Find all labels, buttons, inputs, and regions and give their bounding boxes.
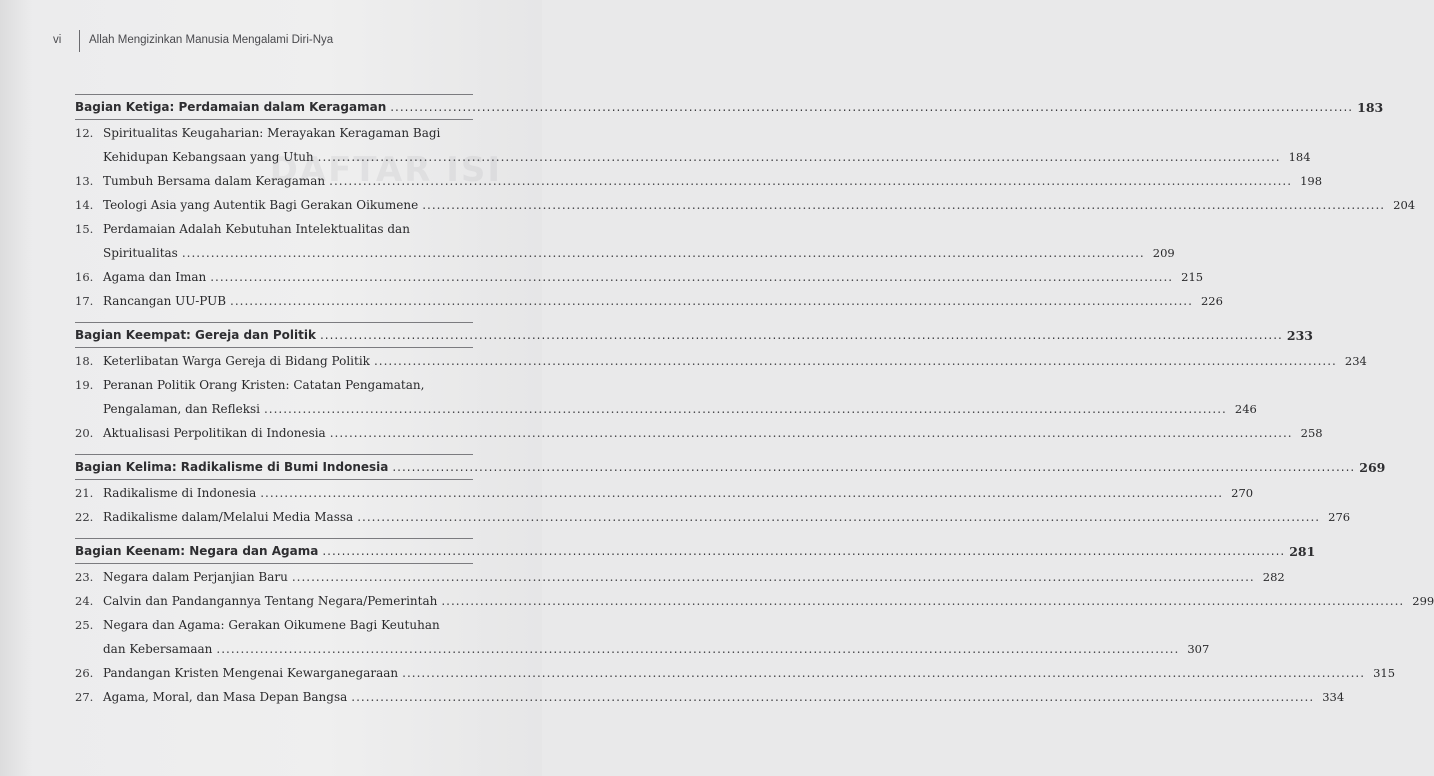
entry-line [103,350,1367,374]
entry-title: Peranan Politik Orang Kristen: Catatan Pengamatan, [103,378,425,392]
dot-leader [422,194,1385,217]
entry-title: Aktualisasi Perpolitikan di Indonesia [103,426,326,440]
entry-page: 226 [1200,294,1223,308]
toc-entry[interactable] [75,662,1396,686]
entry-body [103,170,1322,194]
section-heading[interactable] [75,94,1384,120]
entry-number: 17. [75,294,94,308]
dot-leader [351,686,1314,709]
entry-body [103,686,1344,710]
dot-leader [322,544,1285,558]
entry-page: 198 [1300,174,1323,188]
dot-leader [320,328,1283,342]
entry-title: Kehidupan Kebangsaan yang Utuh [103,150,314,164]
section-title: Bagian Kelima: Radikalisme di Bumi Indonesia [75,460,389,474]
entry-line [103,614,1209,638]
dot-leader [374,350,1337,373]
toc-entry[interactable] [75,290,1223,314]
entry-title: Agama dan Iman [103,270,207,284]
section-page: 183 [1357,99,1384,115]
entry-page: 299 [1412,594,1434,608]
page-number: vi [53,34,62,46]
entry-page: 282 [1262,570,1285,584]
dot-leader [264,398,1227,421]
header-divider [79,30,80,52]
toc-entry[interactable] [75,590,1434,614]
dot-leader [390,100,1353,114]
dot-leader [230,290,1193,313]
entry-number: 25. [75,618,94,632]
entry-line [103,590,1434,614]
dot-leader [216,638,1179,661]
entry-title: Radikalisme di Indonesia [103,486,257,500]
toc-entry[interactable] [75,194,1416,218]
entry-line [103,242,1175,266]
entry-body [103,290,1223,314]
entry-page: 209 [1152,246,1175,260]
entry-title: Tumbuh Bersama dalam Keragaman [103,174,326,188]
entry-line [103,170,1322,194]
entry-title: Keterlibatan Warga Gereja di Bidang Politik [103,354,370,368]
section-page: 233 [1286,327,1313,343]
entry-body [103,266,1203,290]
entry-title: Rancangan UU-PUB [103,294,227,308]
entry-line [103,662,1395,686]
entry-number: 14. [75,198,94,212]
dot-leader [318,146,1281,169]
dot-leader [329,170,1292,193]
entry-number: 27. [75,690,94,704]
entry-page: 334 [1322,690,1345,704]
entry-page: 270 [1231,486,1254,500]
entry-line [103,122,1311,146]
entry-body [103,122,1311,170]
toc-section [75,538,1434,710]
entry-title: Radikalisme dalam/Melalui Media Massa [103,510,354,524]
entry-body [103,506,1350,530]
entry-page: 258 [1300,426,1323,440]
entry-body [103,614,1209,662]
dot-leader [441,590,1404,613]
section-heading[interactable] [75,322,1313,348]
toc-entry[interactable] [75,686,1345,710]
entry-page: 246 [1234,402,1257,416]
entry-title: Negara dan Agama: Gerakan Oikumene Bagi Keutuhan [103,618,440,632]
entry-number: 26. [75,666,94,680]
toc-entry[interactable] [75,482,1254,506]
section-heading[interactable] [75,538,1316,564]
entry-title: Spiritualitas Keugaharian: Merayakan Keragaman Bagi [103,126,441,140]
entry-number: 15. [75,222,94,236]
entry-page: 234 [1344,354,1367,368]
toc-entry[interactable] [75,614,1210,662]
entry-title: Calvin dan Pandangannya Tentang Negara/Pemerintah [103,594,438,608]
entry-page: 276 [1328,510,1351,524]
entry-body [103,218,1175,266]
entry-title: Pandangan Kristen Mengenai Kewarganegaraan [103,666,399,680]
toc-section [75,322,1367,446]
entry-title: Teologi Asia yang Autentik Bagi Gerakan Oikumene [103,198,419,212]
entry-number: 13. [75,174,94,188]
book-title: Allah Mengizinkan Manusia Mengalami Diri-Nya [89,34,334,46]
table-of-contents [75,94,1434,718]
entry-body [103,194,1415,218]
entry-page: 315 [1373,666,1396,680]
entry-body [103,350,1367,374]
entry-line [103,266,1203,290]
toc-entry[interactable] [75,422,1323,446]
dot-leader [182,242,1145,265]
entry-line [103,686,1344,710]
entry-line [103,146,1311,170]
toc-section [75,454,1386,530]
entry-title: Agama, Moral, dan Masa Depan Bangsa [103,690,348,704]
dot-leader [330,422,1293,445]
dot-leader [357,506,1320,529]
entry-line [103,218,1175,242]
entry-body [103,374,1257,422]
toc-entry[interactable] [75,374,1257,422]
toc-entry[interactable] [75,218,1175,266]
entry-number: 24. [75,594,94,608]
section-page: 269 [1359,459,1386,475]
entry-number: 23. [75,570,94,584]
entry-line [103,566,1285,590]
toc-entry[interactable] [75,506,1351,530]
section-title: Bagian Keenam: Negara dan Agama [75,544,319,558]
section-title: Bagian Ketiga: Perdamaian dalam Keragaman [75,100,387,114]
entry-number: 21. [75,486,94,500]
entry-line [103,638,1209,662]
entry-body [103,482,1253,506]
dot-leader [292,566,1255,589]
dot-leader [260,482,1223,505]
entry-number: 16. [75,270,94,284]
dot-leader [402,662,1365,685]
dot-leader [392,460,1355,474]
dot-leader [210,266,1173,289]
entry-body [103,662,1395,686]
entry-body [103,422,1323,446]
section-heading[interactable] [75,454,1386,480]
entry-number: 18. [75,354,94,368]
entry-page: 184 [1288,150,1311,164]
toc-section [75,94,1416,314]
entry-number: 22. [75,510,94,524]
entry-title: Spiritualitas [103,246,178,260]
entry-number: 12. [75,126,94,140]
toc-entry[interactable] [75,566,1285,590]
entry-page: 215 [1181,270,1204,284]
entry-title: Pengalaman, dan Refleksi [103,402,260,416]
entry-line [103,398,1257,422]
watermark-text: DAFTAR ISI [269,150,502,190]
entry-line [103,194,1415,218]
toc-entry[interactable] [75,350,1367,374]
entry-number: 20. [75,426,94,440]
entry-line [103,290,1223,314]
entry-page: 307 [1187,642,1210,656]
entry-title: Negara dalam Perjanjian Baru [103,570,288,584]
entry-title: dan Kebersamaan [103,642,213,656]
entry-body [103,590,1434,614]
entry-line [103,506,1350,530]
section-page: 281 [1289,543,1316,559]
entry-title: Perdamaian Adalah Kebutuhan Intelektualitas dan [103,222,410,236]
toc-entry[interactable] [75,266,1204,290]
running-head [0,30,542,54]
section-title: Bagian Keempat: Gereja dan Politik [75,328,316,342]
entry-line [103,422,1323,446]
entry-line [103,374,1257,398]
entry-line [103,482,1253,506]
entry-number: 19. [75,378,94,392]
entry-body [103,566,1285,590]
entry-page: 204 [1393,198,1416,212]
